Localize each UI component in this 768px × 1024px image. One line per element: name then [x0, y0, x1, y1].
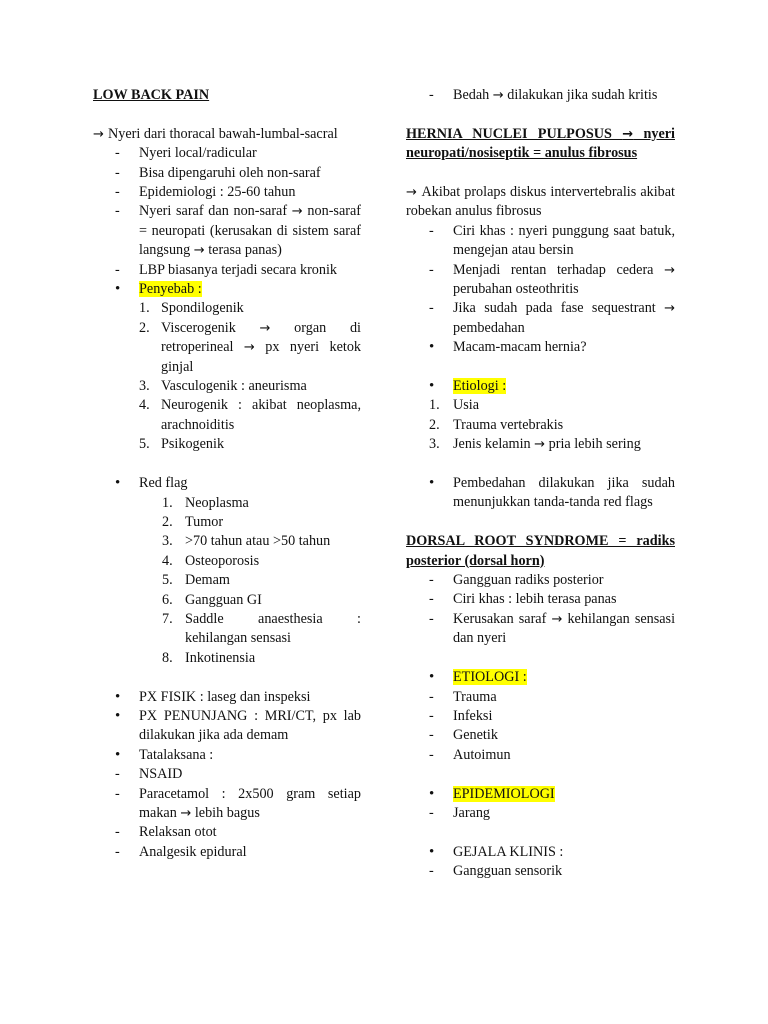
bullet-marker: • [115, 688, 121, 705]
list-item [406, 86, 675, 105]
list-item-text: LBP biasanya terjadi secara kronik [139, 261, 338, 278]
number-marker: 5. [162, 572, 173, 589]
list-item [406, 590, 675, 609]
bullet-marker: • [429, 475, 435, 492]
bullet-marker: • [115, 707, 121, 724]
bullet-item [406, 474, 675, 513]
bullet-item [406, 668, 675, 687]
list-item [406, 688, 675, 707]
blank-line [406, 649, 675, 668]
left-column [93, 86, 361, 862]
numbered-item [93, 377, 361, 396]
number-marker: 2. [162, 513, 173, 530]
bullet-marker: • [429, 785, 435, 802]
numbered-item-text: Jenis kelamin → pria lebih sering [453, 436, 641, 453]
list-item [93, 144, 361, 163]
dash-marker: - [115, 785, 120, 802]
numbered-item [93, 649, 361, 668]
px-penunjang-text: PX PENUNJANG : MRI/CT, px lab dilakukan jika ada demam [139, 707, 361, 744]
list-item [93, 202, 361, 260]
dash-marker: - [429, 87, 434, 103]
numbered-item [93, 435, 361, 454]
etiologi-label: Etiologi : [453, 378, 507, 395]
numbered-item-text: Tumor [185, 513, 224, 530]
numbered-item-text: Inkotinensia [185, 649, 256, 666]
dash-marker: - [115, 261, 120, 278]
dash-marker: - [429, 261, 434, 278]
blank-line [406, 823, 675, 842]
macam-hernia-text: Macam-macam hernia? [453, 339, 587, 356]
dash-marker: - [429, 707, 434, 724]
dash-marker: - [429, 863, 434, 880]
arrow-right-icon: → [180, 805, 192, 821]
blank-line [93, 455, 361, 474]
numbered-item-text: Neurogenik : akibat neoplasma, arachnoiditis [161, 397, 361, 433]
number-marker: 3. [139, 378, 150, 395]
bullet-item [406, 377, 675, 396]
dash-marker: - [115, 164, 120, 181]
dash-marker: - [115, 824, 120, 841]
numbered-item [406, 396, 675, 415]
number-marker: 5. [139, 436, 150, 453]
bullet-item [406, 785, 675, 804]
list-item [93, 183, 361, 202]
list-item [406, 610, 675, 649]
epidemiologi-label: EPIDEMIOLOGI [453, 785, 555, 802]
arrow-right-icon: → [193, 243, 205, 259]
gejala-klinis-label: GEJALA KLINIS : [453, 843, 564, 860]
bullet-item [93, 474, 361, 493]
numbered-item [93, 396, 361, 435]
list-item-text: Kerusakan saraf → kehilangan sensasi dan nyeri [453, 610, 676, 647]
list-item [406, 222, 675, 261]
list-item [93, 261, 361, 280]
bullet-item [93, 746, 361, 765]
list-item [93, 785, 361, 824]
arrow-right-icon: → [492, 88, 504, 103]
dash-marker: - [429, 572, 434, 589]
dash-marker: - [429, 222, 434, 239]
blank-line [406, 513, 675, 532]
list-item-text: Genetik [453, 727, 498, 744]
numbered-item-text: Viscerogenik → organ di retroperineal → px nyeri ketok ginjal [161, 319, 362, 375]
blank-line [406, 765, 675, 784]
blank-line [406, 164, 675, 183]
list-item-text: Relaksan otot [139, 824, 217, 841]
list-item-text: Infeksi [453, 707, 493, 724]
numbered-item [93, 494, 361, 513]
list-item [406, 726, 675, 745]
numbered-item [93, 319, 361, 377]
number-marker: 1. [429, 397, 440, 414]
number-marker: 8. [162, 649, 173, 666]
dash-marker: - [115, 184, 120, 201]
arrow-right-icon: → [534, 437, 546, 453]
list-item-text: Bedah → dilakukan jika sudah kritis [453, 87, 658, 103]
numbered-item [93, 299, 361, 318]
list-item-text: Bisa dipengaruhi oleh non-saraf [139, 164, 321, 181]
list-item [406, 261, 675, 300]
penyebab-label: Penyebab : [139, 281, 202, 298]
arrow-right-icon: → [406, 185, 422, 200]
dash-marker: - [429, 300, 434, 317]
numbered-item-text: Spondilogenik [161, 300, 244, 317]
list-item-text: Epidemiologi : 25-60 tahun [139, 184, 296, 201]
blank-line [406, 105, 675, 124]
bullet-marker: • [115, 281, 121, 298]
list-item-text: Gangguan radiks posterior [453, 572, 604, 589]
dash-marker: - [429, 688, 434, 705]
section-title-dorsal-root-syndrome: DORSAL ROOT SYNDROME = radiks posterior (dorsal horn) [406, 533, 675, 569]
list-item-text: Ciri khas : nyeri punggung saat batuk, mengejan atau bersin [453, 222, 675, 259]
list-item-text: Jika sudah pada fase sequestrant → pembedahan [453, 300, 675, 336]
number-marker: 1. [162, 494, 173, 511]
red-flag-label: Red flag [139, 475, 188, 492]
section-title-low-back-pain: LOW BACK PAIN [93, 87, 210, 103]
numbered-item-text: >70 tahun atau >50 tahun [185, 533, 331, 550]
bullet-item [93, 688, 361, 707]
number-marker: 4. [139, 397, 150, 414]
etiologi-2-label: ETIOLOGI : [453, 669, 527, 686]
hnp-intro-text: → Akibat prolaps diskus intervertebralis akibat robekan anulus fibrosus [406, 184, 675, 220]
list-item-text: Nyeri local/radicular [139, 145, 257, 162]
list-item-text: Jarang [453, 804, 491, 821]
list-item [406, 299, 675, 338]
dash-marker: - [429, 610, 434, 627]
right-column [406, 86, 675, 882]
list-item [93, 765, 361, 784]
dash-marker: - [429, 746, 434, 763]
numbered-item-text: Osteoporosis [185, 552, 260, 569]
list-item-text: Nyeri saraf dan non-saraf → non-saraf = neuropati (kerusakan di sistem saraf langsung → terasa panas) [139, 203, 361, 259]
list-item [406, 571, 675, 590]
numbered-item-text: Psikogenik [161, 436, 225, 453]
numbered-item [93, 552, 361, 571]
section-title-hernia-nuclei-pulposus: HERNIA NUCLEI PULPOSUS → nyeri neuropati/nosiseptik = anulus fibrosus [406, 125, 675, 162]
list-item [93, 164, 361, 183]
numbered-item [406, 416, 675, 435]
bullet-marker: • [115, 746, 121, 763]
dash-marker: - [115, 203, 120, 220]
tatalaksana-label: Tatalaksana : [139, 746, 214, 763]
bullet-item [406, 338, 675, 357]
bullet-marker: • [429, 378, 435, 395]
number-marker: 7. [162, 610, 173, 627]
numbered-item [93, 513, 361, 532]
arrow-right-icon: → [551, 611, 563, 627]
arrow-right-icon: → [291, 204, 303, 220]
number-marker: 1. [139, 300, 150, 317]
numbered-item-text: Trauma vertebrakis [453, 416, 564, 433]
blank-line [406, 358, 675, 377]
arrow-right-icon: → [243, 340, 255, 356]
number-marker: 2. [139, 319, 150, 336]
bullet-marker: • [429, 669, 435, 686]
number-marker: 2. [429, 416, 440, 433]
arrow-right-icon: → [664, 301, 675, 317]
number-marker: 6. [162, 591, 173, 608]
bullet-item [93, 707, 361, 746]
bullet-marker: • [115, 475, 121, 492]
dash-marker: - [429, 727, 434, 744]
list-item [93, 843, 361, 862]
numbered-item-text: Usia [453, 397, 480, 414]
dash-marker: - [429, 591, 434, 608]
numbered-item [93, 571, 361, 590]
numbered-item-text: Saddle anaesthesia : kehilangan sensasi [185, 610, 361, 647]
numbered-item [93, 532, 361, 551]
blank-line [93, 105, 361, 124]
arrow-right-icon: → [622, 126, 634, 142]
number-marker: 3. [429, 436, 440, 453]
numbered-item [93, 591, 361, 610]
list-item [93, 823, 361, 842]
intro-text: → Nyeri dari thoracal bawah-lumbal-sacral [93, 125, 338, 142]
list-item-text: Autoimun [453, 746, 511, 763]
dash-marker: - [429, 804, 434, 821]
pembedahan-text: Pembedahan dilakukan jika sudah menunjukkan tanda-tanda red flags [453, 475, 675, 511]
bullet-marker: • [429, 339, 435, 356]
blank-line [406, 455, 675, 474]
blank-line [93, 668, 361, 687]
px-fisik-text: PX FISIK : laseg dan inspeksi [139, 688, 311, 705]
numbered-item-text: Neoplasma [185, 494, 249, 511]
numbered-item [406, 435, 675, 454]
list-item-text: Paracetamol : 2x500 gram setiap makan → lebih bagus [139, 785, 361, 821]
list-item-text: Gangguan sensorik [453, 863, 563, 880]
numbered-item-text: Vasculogenik : aneurisma [161, 378, 307, 395]
list-item [406, 746, 675, 765]
bullet-item [406, 843, 675, 862]
list-item-text: NSAID [139, 766, 183, 783]
list-item-text: Menjadi rentan terhadap cedera → perubahan osteothritis [453, 261, 675, 298]
arrow-right-icon: → [93, 126, 109, 142]
number-marker: 4. [162, 552, 173, 569]
list-item [406, 862, 675, 881]
list-item [406, 707, 675, 726]
dash-marker: - [115, 766, 120, 783]
bullet-item [93, 280, 361, 299]
list-item [406, 804, 675, 823]
list-item-text: Trauma [453, 688, 497, 705]
numbered-item [93, 610, 361, 649]
dash-marker: - [115, 145, 120, 162]
list-item-text: Ciri khas : lebih terasa panas [453, 591, 617, 608]
dash-marker: - [115, 843, 120, 860]
list-item-text: Analgesik epidural [139, 843, 247, 860]
arrow-right-icon: → [664, 262, 675, 278]
number-marker: 3. [162, 533, 173, 550]
numbered-item-text: Gangguan GI [185, 591, 262, 608]
arrow-right-icon: → [259, 320, 271, 336]
bullet-marker: • [429, 843, 435, 860]
numbered-item-text: Demam [185, 572, 230, 589]
